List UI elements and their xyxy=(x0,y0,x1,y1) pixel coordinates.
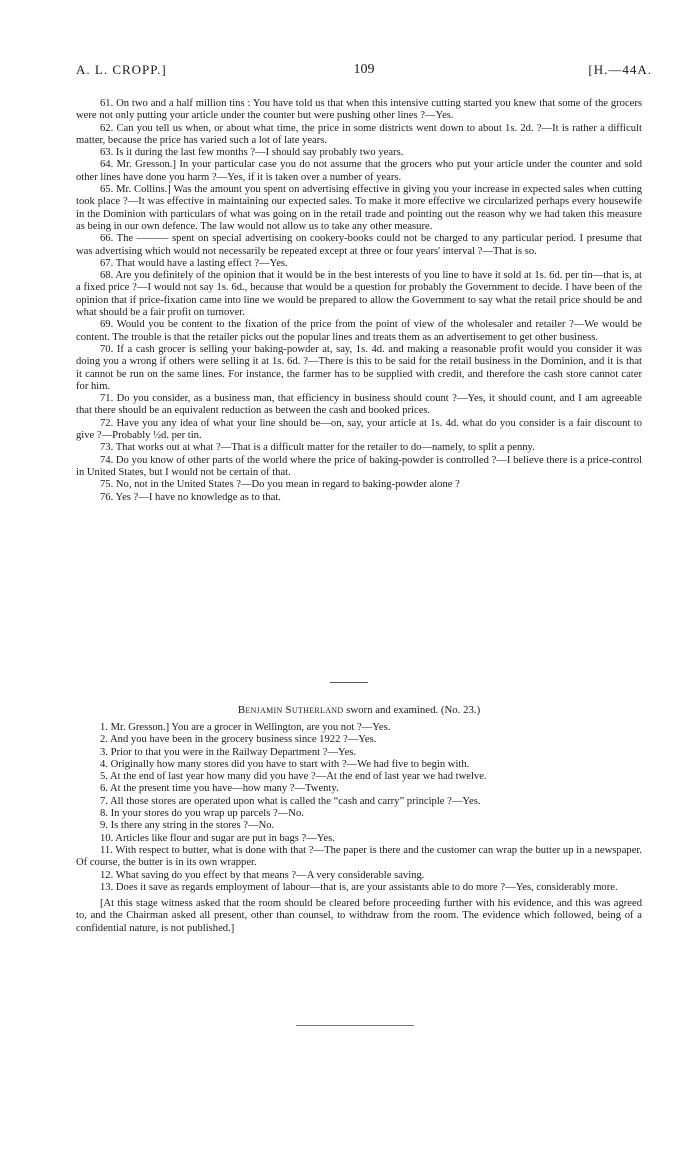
witness-heading-rest: sworn and examined. (No. 23.) xyxy=(343,704,481,716)
question-9: 9. Is there any string in the stores ?—No. xyxy=(100,820,275,832)
question-3: 3. Prior to that you were in the Railway Department ?—Yes. xyxy=(100,746,357,758)
page-header xyxy=(76,62,652,82)
question-7: 7. All those stores are operated upon what is called the “cash and carry” principle ?—Yes. xyxy=(100,795,481,807)
end-divider xyxy=(296,1025,414,1026)
question-2: 2. And you have been in the grocery business since 1922 ?—Yes. xyxy=(100,734,377,746)
evidence-section-sutherland xyxy=(76,722,642,935)
header-witness: A. L. CROPP.] xyxy=(76,62,167,77)
witness-name: Benjamin Sutherland xyxy=(237,704,344,716)
question-69: 69. Would you be content to the fixation of the price from the point of view of the wholesaler and retailer ?—We would be content. The trouble is that the retailer picks out the popular lines and treats them as an advertisement to get other business. xyxy=(76,319,642,343)
question-62: 62. Can you tell us when, or about what time, the price in some districts went down to about 1s. 2d. ?—It is rather a difficult matter, because the price has varied such a lot of late years. xyxy=(76,122,642,146)
question-74: 74. Do you know of other parts of the world where the price of baking-powder is controlled ?—I believe there is a price-control in United States, but I would not be certain of that. xyxy=(76,454,642,478)
header-paper-code: [H.—44A. xyxy=(588,62,652,77)
question-65: 65. Mr. Collins.] Was the amount you spent on advertising effective in giving you your increase in expected sales when cutting took place ?—It was effective in maintaining our expected sales. To make it more effective we circularized perhaps every housewife in the Dominion with particulars of what was going on in the retail trade and pointing out the reason why we had taken this measure as being in our own defence. The law would not allow us to take any other measure. xyxy=(76,184,642,232)
editorial-note: [At this stage witness asked that the room should be cleared before proceeding further with his evidence, and this was agreed to, and the Chairman asked all present, other than counsel, to withdraw from the room. The evidence which followed, being of a confidential nature, is not published.] xyxy=(76,898,642,934)
question-68: 68. Are you definitely of the opinion that it would be in the best interests of you line to have it sold at 1s. 6d. per tin—that is, at a fixed price ?—I would not say 1s. 6d., because that would be a question for probably the Government to decide. I have been of the opinion that if price-fixation came into line we would be prepared to allow the Government to say what the retail price should be and what should be a fair profit on turnover. xyxy=(76,270,642,319)
question-63: 63. Is it during the last few months ?—I should say probably two years. xyxy=(100,147,404,159)
question-11: 11. With respect to butter, what is done with that ?—The paper is there and the customer can wrap the butter up in a newspaper. Of course, the butter is in its own wrapper. xyxy=(76,844,642,869)
question-12: 12. What saving do you effect by that means ?—A very considerable saving. xyxy=(100,869,425,881)
question-4: 4. Originally how many stores did you have to start with ?—We had five to begin with. xyxy=(100,758,470,770)
section-divider xyxy=(330,682,368,683)
question-71: 71. Do you consider, as a business man, that efficiency in business should count ?—Yes, it should count, and I am agreeable that there should be an equivalent reduction as between the cash and booked prices. xyxy=(76,393,642,417)
witness-heading xyxy=(76,704,642,716)
question-73: 73. That works out at what ?—That is a difficult matter for the retailer to do—namely, to split a penny. xyxy=(100,442,535,454)
question-66: 66. The ——— spent on special advertising on cookery-books could not be charged to any particular period. I presume that was advertising which would not necessarily be repeated except at three or four years' interval ?—That is so. xyxy=(76,233,642,257)
page-number: 109 xyxy=(353,62,375,77)
question-10: 10. Articles like flour and sugar are put in bags ?—Yes. xyxy=(100,832,335,844)
question-5: 5. At the end of last year how many did you have ?—At the end of last year we had twelve. xyxy=(100,771,487,783)
evidence-section-cropp xyxy=(76,98,642,504)
question-76: 76. Yes ?—I have no knowledge as to that. xyxy=(100,491,281,503)
question-61: 61. On two and a half million tins : You have told us that when this intensive cutting started you knew that some of the grocers were not only putting your article under the counter but were pushing other lines ?—Yes. xyxy=(76,98,642,122)
question-64: 64. Mr. Gresson.] In your particular case you do not assume that the grocers who put your article under the counter and sold other lines have done you harm ?—Yes, if it is taken over a number of years. xyxy=(76,159,642,183)
question-67: 67. That would have a lasting effect ?—Yes. xyxy=(100,257,288,269)
question-6: 6. At the present time you have—how many ?—Twenty. xyxy=(100,783,339,795)
question-75: 75. No, not in the United States ?—Do you mean in regard to baking-powder alone ? xyxy=(100,479,460,491)
question-13: 13. Does it save as regards employment of labour—that is, are your assistants able to do more ?—Yes, considerably more. xyxy=(100,881,618,893)
question-8: 8. In your stores do you wrap up parcels ?—No. xyxy=(100,808,304,820)
question-70: 70. If a cash grocer is selling your baking-powder at, say, 1s. 4d. and making a reasonable profit would you consider it was doing you a wrong if others were selling it at 1s. 6d. ?—There is this to be said for the retail business in the Dominion, and it is that it cannot be run on the same lines. For instance, the farmer has to be supplied with credit, and therefore the cash store cannot cater for him. xyxy=(76,343,642,392)
question-1: 1. Mr. Gresson.] You are a grocer in Wellington, are you not ?—Yes. xyxy=(100,722,391,733)
question-72: 72. Have you any idea of what your line should be—on, say, your article at 1s. 4d. what do you consider is a fair discount to give ?—Probably ½d. per tin. xyxy=(76,417,642,442)
